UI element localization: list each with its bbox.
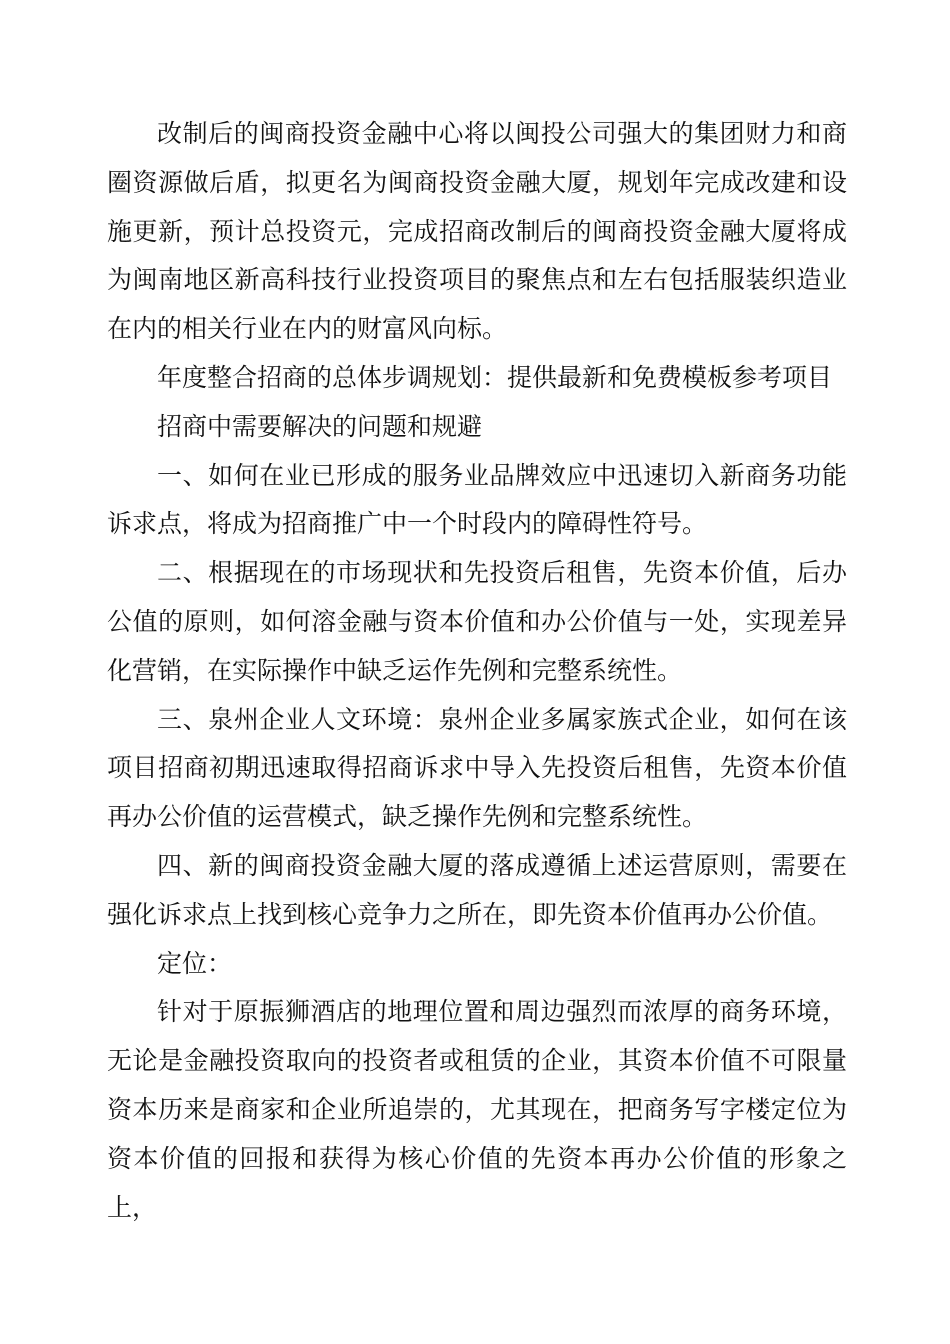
paragraph-problem-3: 三、泉州企业人文环境：泉州企业多属家族式企业，如何在该项目招商初期迅速取得招商诉求中导入先投资后租售，先资本价值再办公价值的运营模式，缺乏操作先例和完整系统性。 <box>107 704 847 832</box>
paragraph-intro: 改制后的闽商投资金融中心将以闽投公司强大的集团财力和商圈资源做后盾，拟更名为闽商投资金融大厦，规划年完成改建和设施更新，预计总投资元，完成招商改制后的闽商投资金融大厦将成为闽南地区新高科技行业投资项目的聚焦点和左右包括服装织造业在内的相关行业在内的财富风向标。 <box>107 119 847 344</box>
document-body <box>107 110 847 1232</box>
paragraph-problem-4: 四、新的闽商投资金融大厦的落成遵循上述运营原则，需要在强化诉求点上找到核心竞争力之所在，即先资本价值再办公价值。 <box>107 850 847 929</box>
paragraph-problem-1: 一、如何在业已形成的服务业品牌效应中迅速切入新商务功能诉求点，将成为招商推广中一个时段内的障碍性符号。 <box>107 460 847 539</box>
paragraph-problem-2: 二、根据现在的市场现状和先投资后租售，先资本价值，后办公值的原则，如何溶金融与资本价值和办公价值与一处，实现差异化营销，在实际操作中缺乏运作先例和完整系统性。 <box>107 558 847 685</box>
paragraph-positioning: 针对于原振狮酒店的地理位置和周边强烈而浓厚的商务环境，无论是金融投资取向的投资者或租赁的企业，其资本价值不可限量资本历来是商家和企业所追崇的，尤其现在，把商务写字楼定位为资本价值的回报和获得为核心价值的先资本再办公价值的形象之上， <box>107 997 847 1222</box>
paragraph-plan-heading: 年度整合招商的总体步调规划：提供最新和免费模板参考项目 <box>157 362 833 392</box>
paragraph-positioning-heading: 定位： <box>157 948 233 978</box>
paragraph-problems-heading: 招商中需要解决的问题和规避 <box>157 411 483 441</box>
